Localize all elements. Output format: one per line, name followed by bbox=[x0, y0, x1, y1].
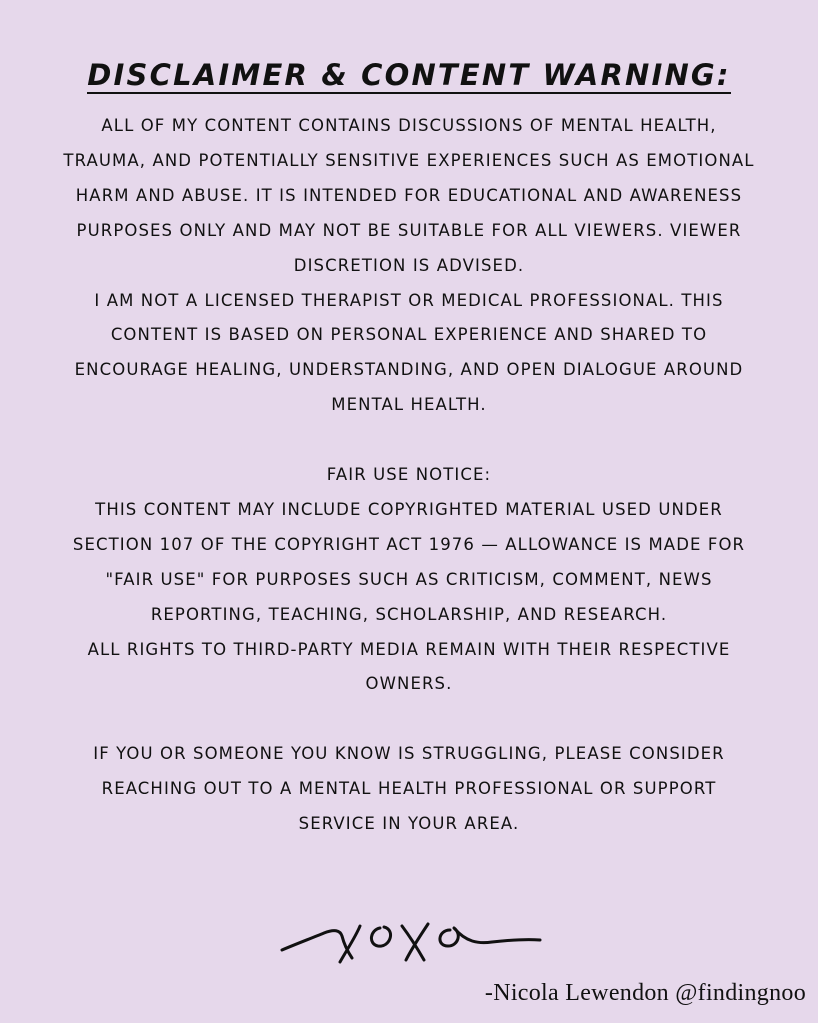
author-credit: -Nicola Lewendon @findingnoo bbox=[484, 980, 806, 1006]
spacer bbox=[60, 423, 758, 458]
support-paragraph: IF YOU OR SOMEONE YOU KNOW IS STRUGGLING, PLEASE CONSIDER REACHING OUT TO A MENTAL HEALTH PROFESSIONAL OR SUPPORT SERVICE IN YOUR AREA. bbox=[93, 744, 725, 834]
third-party-rights-paragraph: ALL RIGHTS TO THIRD-PARTY MEDIA REMAIN WITH THEIR RESPECTIVE OWNERS. bbox=[87, 639, 731, 694]
spacer bbox=[60, 702, 758, 737]
fair-use-heading: FAIR USE NOTICE: bbox=[326, 465, 492, 485]
page-title bbox=[0, 58, 818, 92]
page-title-text: DISCLAIMER & CONTENT WARNING: bbox=[87, 58, 731, 92]
fair-use-paragraph: THIS CONTENT MAY INCLUDE COPYRIGHTED MATERIAL USED UNDER SECTION 107 OF THE COPYRIGHT ACT 1976 — ALLOWANCE IS MADE FOR "FAIR USE" FOR PURPOSES SUCH AS CRITICISM, COMMENT, NEWS REPORTING, TEACHING, SCHOLARSHIP, AND RESEARCH. bbox=[72, 499, 746, 624]
content-warning-paragraph: ALL OF MY CONTENT CONTAINS DISCUSSIONS OF MENTAL HEALTH, TRAUMA, AND POTENTIALLY SENSITIVE EXPERIENCES SUCH AS EMOTIONAL HARM AND ABUSE. IT IS INTENDED FOR EDUCATIONAL AND AWARENESS PURPOSES ONLY AND MAY NOT BE SUITABLE FOR ALL VIEWERS. VIEWER DISCRETION IS ADVISED. bbox=[63, 116, 755, 275]
disclaimer-body bbox=[60, 109, 758, 842]
not-a-therapist-paragraph: I AM NOT A LICENSED THERAPIST OR MEDICAL PROFESSIONAL. THIS CONTENT IS BASED ON PERSONAL EXPERIENCE AND SHARED TO ENCOURAGE HEALING, UNDERSTANDING, AND OPEN DIALOGUE AROUND MENTAL HEALTH. bbox=[74, 290, 744, 415]
xoxo-signature-icon bbox=[278, 908, 548, 970]
